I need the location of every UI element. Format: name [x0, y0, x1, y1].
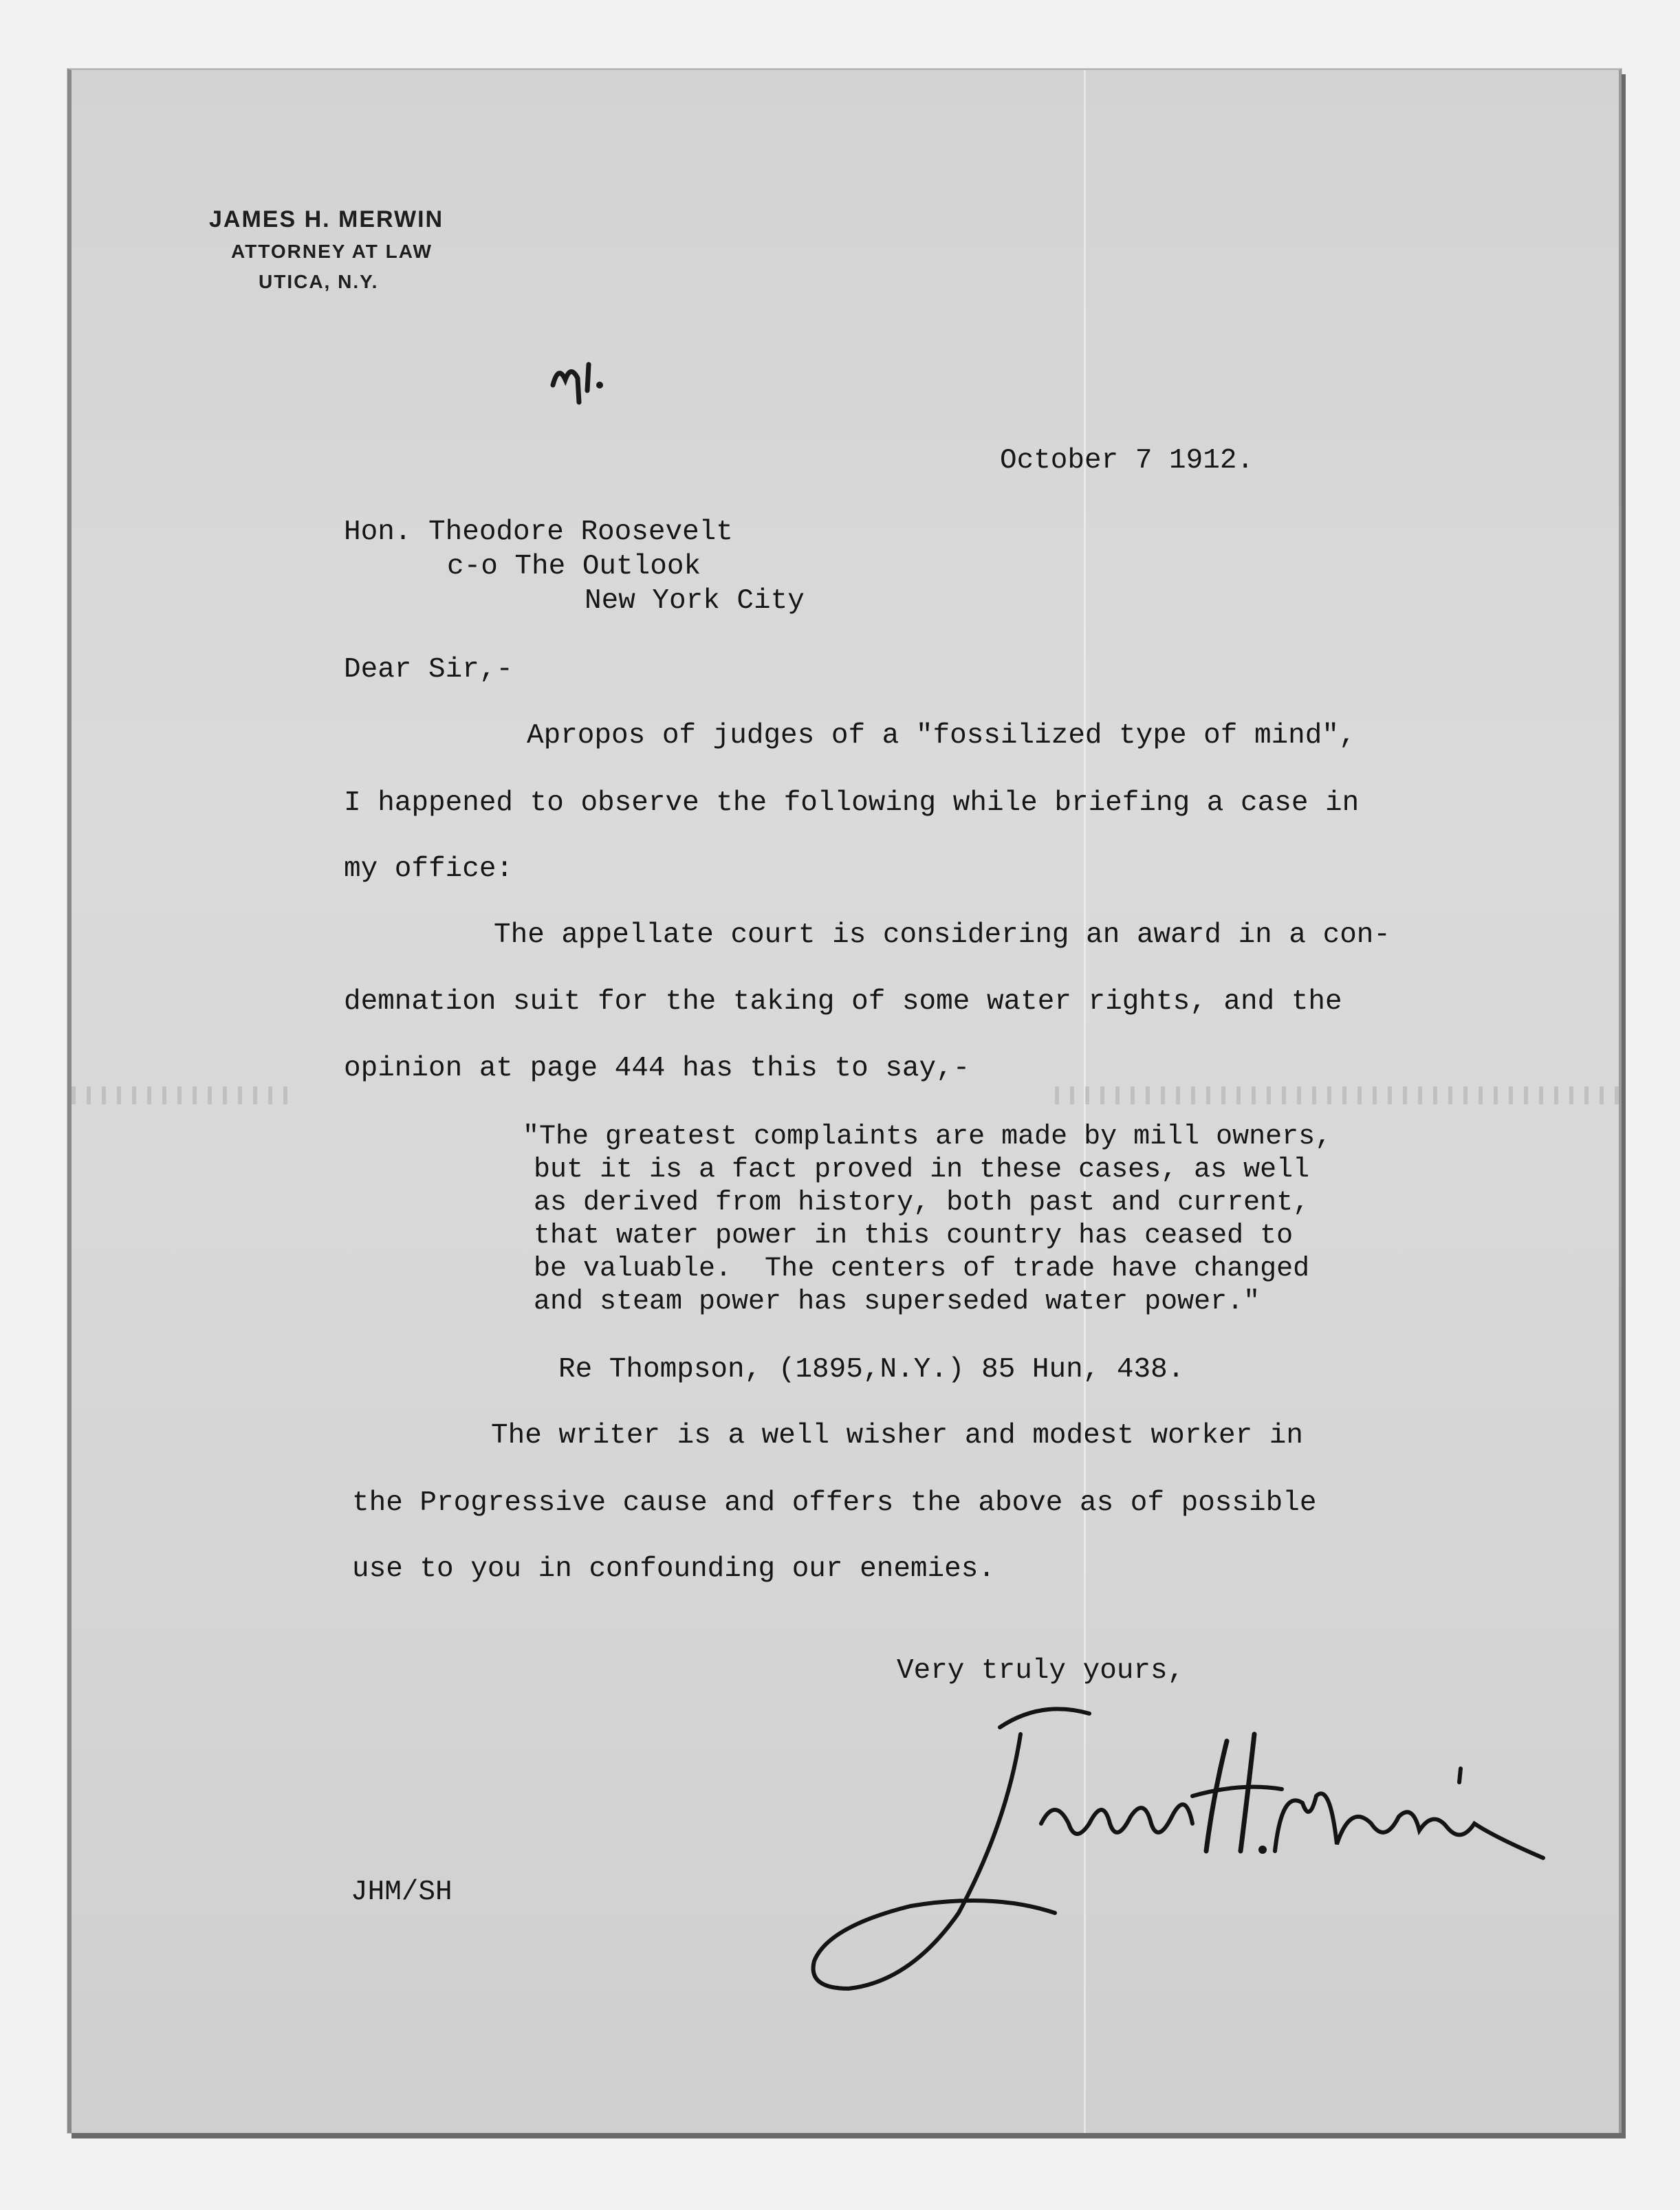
paragraph-1-line: Apropos of judges of a "fossilized type of mind",	[527, 720, 1356, 752]
typist-initials: JHM/SH	[351, 1877, 452, 1908]
letterhead-city: UTICA, N.Y.	[259, 271, 379, 292]
paragraph-3-line: the Progressive cause and offers the above as of possible	[352, 1487, 1317, 1519]
paragraph-3-line: The writer is a well wisher and modest worker in	[491, 1420, 1303, 1452]
salutation: Dear Sir,-	[344, 654, 514, 686]
closing: Very truly yours,	[897, 1655, 1185, 1687]
paragraph-2-line: opinion at page 444 has this to say,-	[344, 1053, 970, 1084]
quote-line: "The greatest complaints are made by mill owners,	[523, 1122, 1332, 1152]
quote-line: be valuable. The centers of trade have changed	[534, 1254, 1310, 1284]
recipient-line-3: New York City	[585, 585, 805, 617]
case-citation: Re Thompson, (1895,N.Y.) 85 Hun, 438.	[558, 1354, 1185, 1386]
handwritten-signature	[732, 1686, 1557, 2016]
quote-line: as derived from history, both past and current,	[534, 1188, 1310, 1218]
letter-page	[67, 69, 1622, 2133]
paragraph-1-line: I happened to observe the following while briefing a case in	[344, 787, 1360, 819]
bleed-through-marks-right	[1055, 1086, 1619, 1104]
letter-date: October 7 1912.	[1000, 445, 1254, 477]
quote-line: but it is a fact proved in these cases, as well	[534, 1155, 1310, 1185]
letterhead-name: JAMES H. MERWIN	[209, 206, 444, 232]
quote-line: that water power in this country has ceased to	[534, 1221, 1294, 1251]
recipient-line-1: Hon. Theodore Roosevelt	[344, 516, 733, 548]
paragraph-3-line: use to you in confounding our enemies.	[352, 1553, 995, 1585]
handwritten-notation-mark	[546, 337, 622, 413]
paragraph-1-line: my office:	[344, 853, 514, 885]
letterhead-title: ATTORNEY AT LAW	[231, 241, 433, 262]
paragraph-2-line: demnation suit for the taking of some water rights, and the	[344, 986, 1342, 1018]
recipient-line-2: c-o The Outlook	[447, 551, 701, 582]
paragraph-2-line: The appellate court is considering an award in a con-	[494, 919, 1391, 951]
bleed-through-marks-left	[72, 1086, 298, 1104]
quote-line: and steam power has superseded water power."	[534, 1287, 1261, 1317]
